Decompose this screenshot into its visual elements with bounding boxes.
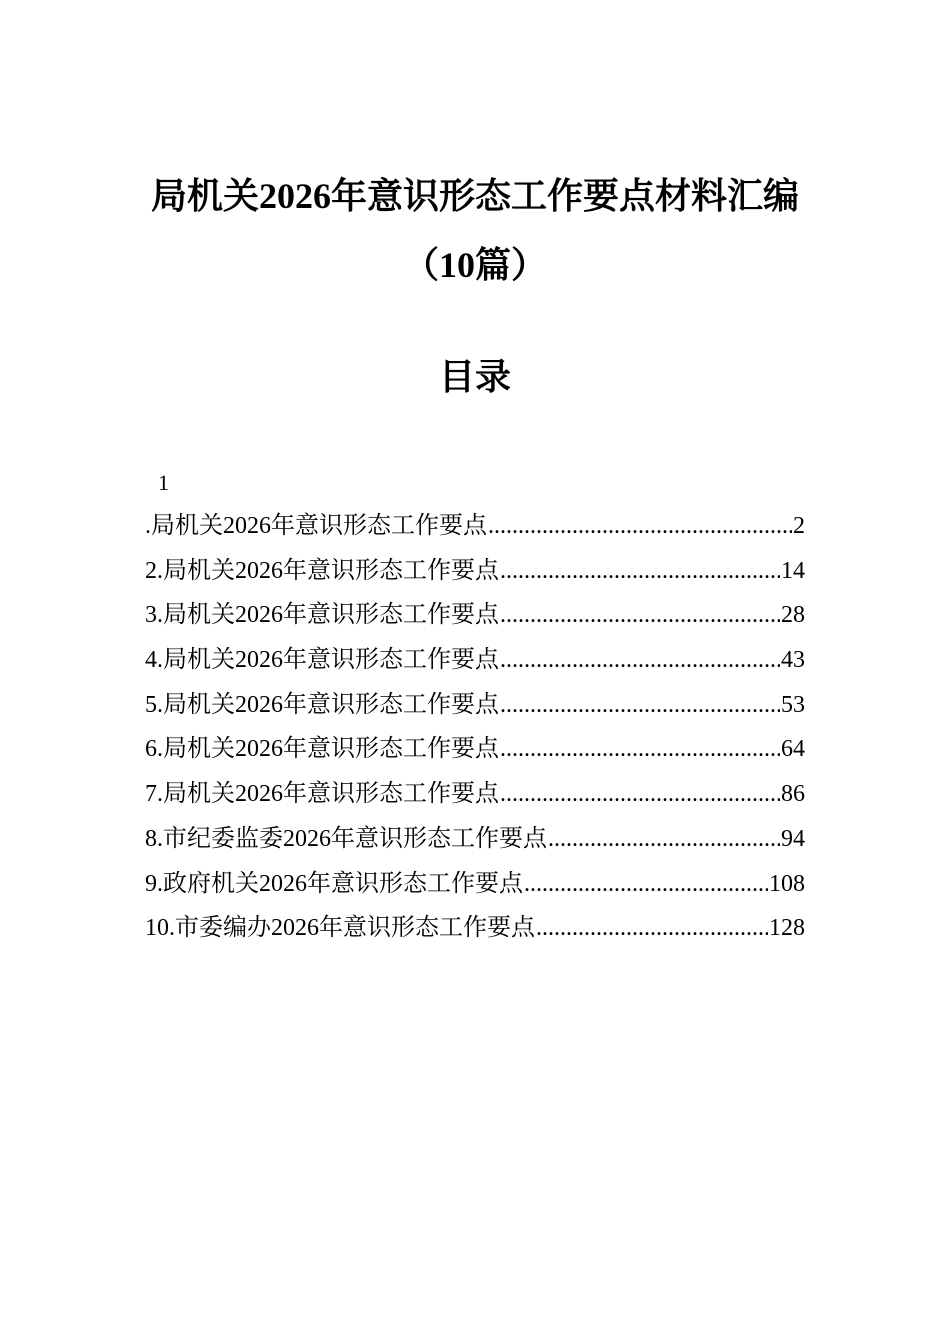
toc-dot-leader [500, 644, 780, 676]
toc-dot-leader [548, 823, 780, 855]
toc-entry-title: 4.局机关2026年意识形态工作要点 [145, 647, 499, 674]
document-subtitle: （10篇） [402, 245, 547, 285]
toc-entry[interactable] [145, 689, 805, 734]
toc-entry-title: 5.局机关2026年意识形态工作要点 [145, 691, 499, 718]
toc-entry-page: 53 [781, 691, 805, 718]
toc-entry-page: 108 [769, 870, 805, 897]
toc-entry-page: 86 [781, 781, 805, 808]
toc-entry-title: 8.市纪委监委2026年意识形态工作要点 [145, 825, 547, 852]
toc-heading: 目录 [438, 357, 511, 397]
toc-entry-page: 64 [781, 736, 805, 763]
table-of-contents [145, 510, 805, 957]
toc-entry-title: .局机关2026年意识形态工作要点 [145, 513, 487, 539]
toc-dot-leader [500, 599, 780, 631]
toc-dot-leader [524, 868, 768, 900]
toc-entry[interactable] [145, 868, 805, 913]
toc-entry[interactable] [145, 555, 805, 600]
toc-entry[interactable] [145, 644, 805, 689]
toc-entry-title: 10.市委编办2026年意识形态工作要点 [145, 915, 535, 942]
toc-dot-leader [500, 555, 780, 587]
toc-entry-title: 6.局机关2026年意识形态工作要点 [145, 736, 499, 763]
toc-stray-number: 1 [158, 470, 169, 495]
toc-entry[interactable] [145, 733, 805, 778]
toc-entry-page: 43 [781, 647, 805, 674]
toc-entry-page: 128 [769, 915, 805, 942]
toc-entry[interactable] [145, 599, 805, 644]
toc-entry-page: 14 [781, 557, 805, 584]
toc-entry[interactable] [145, 823, 805, 868]
toc-dot-leader [500, 733, 780, 765]
toc-entry-title: 2.局机关2026年意识形态工作要点 [145, 557, 499, 584]
toc-entry-title: 3.局机关2026年意识形态工作要点 [145, 602, 499, 629]
toc-entry[interactable] [145, 510, 805, 555]
document-title: 局机关2026年意识形态工作要点材料汇编 [150, 176, 799, 216]
toc-dot-leader [500, 689, 780, 721]
toc-entry-title: 7.局机关2026年意识形态工作要点 [145, 781, 499, 808]
toc-dot-leader [536, 912, 768, 944]
toc-dot-leader [488, 510, 792, 542]
toc-entry-title: 9.政府机关2026年意识形态工作要点 [145, 870, 523, 897]
toc-entry-page: 94 [781, 825, 805, 852]
toc-dot-leader [500, 778, 780, 810]
toc-entry[interactable] [145, 912, 805, 957]
toc-entry-page: 28 [781, 602, 805, 629]
toc-entry[interactable] [145, 778, 805, 823]
toc-entry-page: 2 [793, 513, 805, 539]
